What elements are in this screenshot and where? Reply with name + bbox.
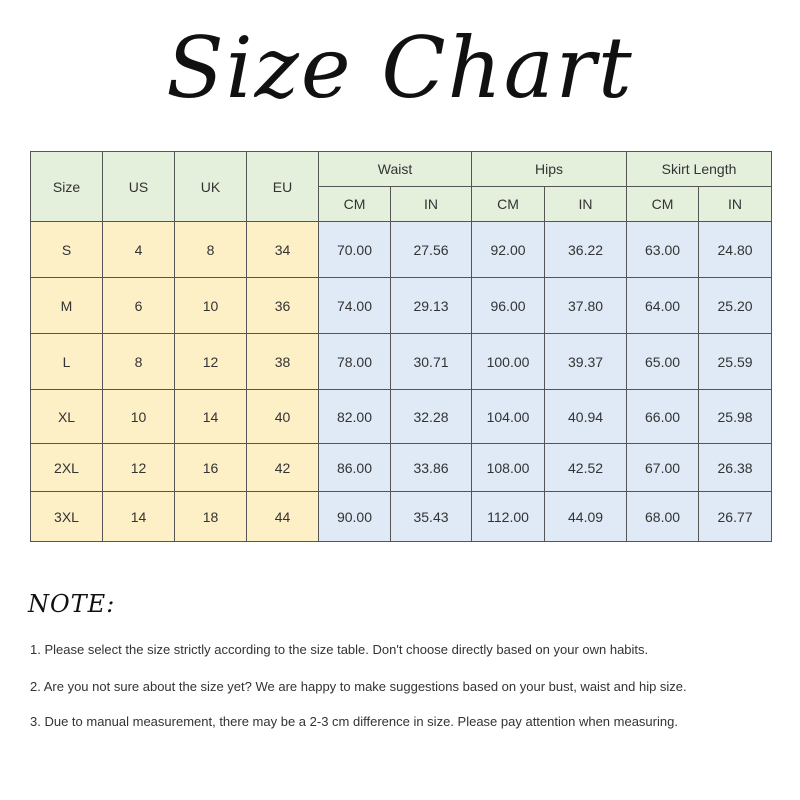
cell-uk: 18 bbox=[175, 492, 247, 542]
cell-eu: 40 bbox=[247, 390, 319, 444]
cell-skirt-in: 25.20 bbox=[699, 278, 772, 334]
cell-uk: 16 bbox=[175, 444, 247, 492]
table-row bbox=[31, 390, 772, 444]
cell-uk: 12 bbox=[175, 334, 247, 390]
header-eu: EU bbox=[247, 152, 319, 222]
cell-skirt-cm: 66.00 bbox=[627, 390, 699, 444]
cell-us: 12 bbox=[103, 444, 175, 492]
cell-us: 8 bbox=[103, 334, 175, 390]
table-row bbox=[31, 222, 772, 278]
size-table bbox=[30, 151, 772, 542]
cell-size: 2XL bbox=[31, 444, 103, 492]
cell-hips-cm: 104.00 bbox=[472, 390, 545, 444]
cell-us: 14 bbox=[103, 492, 175, 542]
cell-hips-cm: 100.00 bbox=[472, 334, 545, 390]
note-title: NOTE: bbox=[28, 590, 116, 618]
header-skirt-length: Skirt Length bbox=[627, 152, 772, 187]
cell-skirt-in: 26.77 bbox=[699, 492, 772, 542]
cell-hips-in: 36.22 bbox=[545, 222, 627, 278]
cell-hips-in: 42.52 bbox=[545, 444, 627, 492]
cell-hips-in: 40.94 bbox=[545, 390, 627, 444]
cell-hips-in: 39.37 bbox=[545, 334, 627, 390]
cell-hips-cm: 112.00 bbox=[472, 492, 545, 542]
cell-uk: 14 bbox=[175, 390, 247, 444]
header-skirt-cm: CM bbox=[627, 187, 699, 222]
table-row bbox=[31, 334, 772, 390]
cell-hips-in: 44.09 bbox=[545, 492, 627, 542]
cell-skirt-cm: 68.00 bbox=[627, 492, 699, 542]
cell-eu: 38 bbox=[247, 334, 319, 390]
cell-skirt-cm: 63.00 bbox=[627, 222, 699, 278]
note-line-1: 1. Please select the size strictly according to the size table. Don't choose directly based on your own habits. bbox=[30, 642, 649, 657]
cell-waist-in: 32.28 bbox=[391, 390, 472, 444]
cell-eu: 42 bbox=[247, 444, 319, 492]
cell-size: L bbox=[31, 334, 103, 390]
cell-skirt-in: 24.80 bbox=[699, 222, 772, 278]
header-hips-in: IN bbox=[545, 187, 627, 222]
cell-waist-in: 33.86 bbox=[391, 444, 472, 492]
cell-size: S bbox=[31, 222, 103, 278]
cell-hips-cm: 108.00 bbox=[472, 444, 545, 492]
cell-skirt-cm: 65.00 bbox=[627, 334, 699, 390]
cell-size: XL bbox=[31, 390, 103, 444]
cell-uk: 10 bbox=[175, 278, 247, 334]
cell-skirt-in: 25.59 bbox=[699, 334, 772, 390]
cell-uk: 8 bbox=[175, 222, 247, 278]
cell-us: 10 bbox=[103, 390, 175, 444]
header-waist: Waist bbox=[319, 152, 472, 187]
cell-waist-cm: 86.00 bbox=[319, 444, 391, 492]
cell-size: M bbox=[31, 278, 103, 334]
table-row bbox=[31, 444, 772, 492]
cell-hips-cm: 96.00 bbox=[472, 278, 545, 334]
cell-waist-cm: 70.00 bbox=[319, 222, 391, 278]
header-uk: UK bbox=[175, 152, 247, 222]
header-skirt-in: IN bbox=[699, 187, 772, 222]
cell-size: 3XL bbox=[31, 492, 103, 542]
header-size: Size bbox=[31, 152, 103, 222]
cell-waist-cm: 74.00 bbox=[319, 278, 391, 334]
cell-us: 6 bbox=[103, 278, 175, 334]
cell-hips-in: 37.80 bbox=[545, 278, 627, 334]
cell-waist-in: 30.71 bbox=[391, 334, 472, 390]
cell-waist-in: 35.43 bbox=[391, 492, 472, 542]
header-hips-cm: CM bbox=[472, 187, 545, 222]
table-row bbox=[31, 278, 772, 334]
table-row bbox=[31, 492, 772, 542]
header-row-groups bbox=[31, 152, 772, 187]
cell-hips-cm: 92.00 bbox=[472, 222, 545, 278]
note-line-3: 3. Due to manual measurement, there may be a 2-3 cm difference in size. Please pay attention when measuring. bbox=[30, 714, 678, 729]
cell-skirt-in: 25.98 bbox=[699, 390, 772, 444]
cell-skirt-cm: 64.00 bbox=[627, 278, 699, 334]
cell-skirt-cm: 67.00 bbox=[627, 444, 699, 492]
page-title: Size Chart bbox=[166, 19, 634, 117]
cell-eu: 36 bbox=[247, 278, 319, 334]
header-waist-in: IN bbox=[391, 187, 472, 222]
cell-waist-cm: 78.00 bbox=[319, 334, 391, 390]
cell-waist-in: 29.13 bbox=[391, 278, 472, 334]
cell-us: 4 bbox=[103, 222, 175, 278]
header-waist-cm: CM bbox=[319, 187, 391, 222]
cell-eu: 34 bbox=[247, 222, 319, 278]
header-hips: Hips bbox=[472, 152, 627, 187]
cell-eu: 44 bbox=[247, 492, 319, 542]
cell-waist-cm: 90.00 bbox=[319, 492, 391, 542]
cell-waist-in: 27.56 bbox=[391, 222, 472, 278]
note-line-2: 2. Are you not sure about the size yet? We are happy to make suggestions based on your bust, waist and hip size. bbox=[30, 679, 687, 694]
cell-waist-cm: 82.00 bbox=[319, 390, 391, 444]
header-us: US bbox=[103, 152, 175, 222]
cell-skirt-in: 26.38 bbox=[699, 444, 772, 492]
